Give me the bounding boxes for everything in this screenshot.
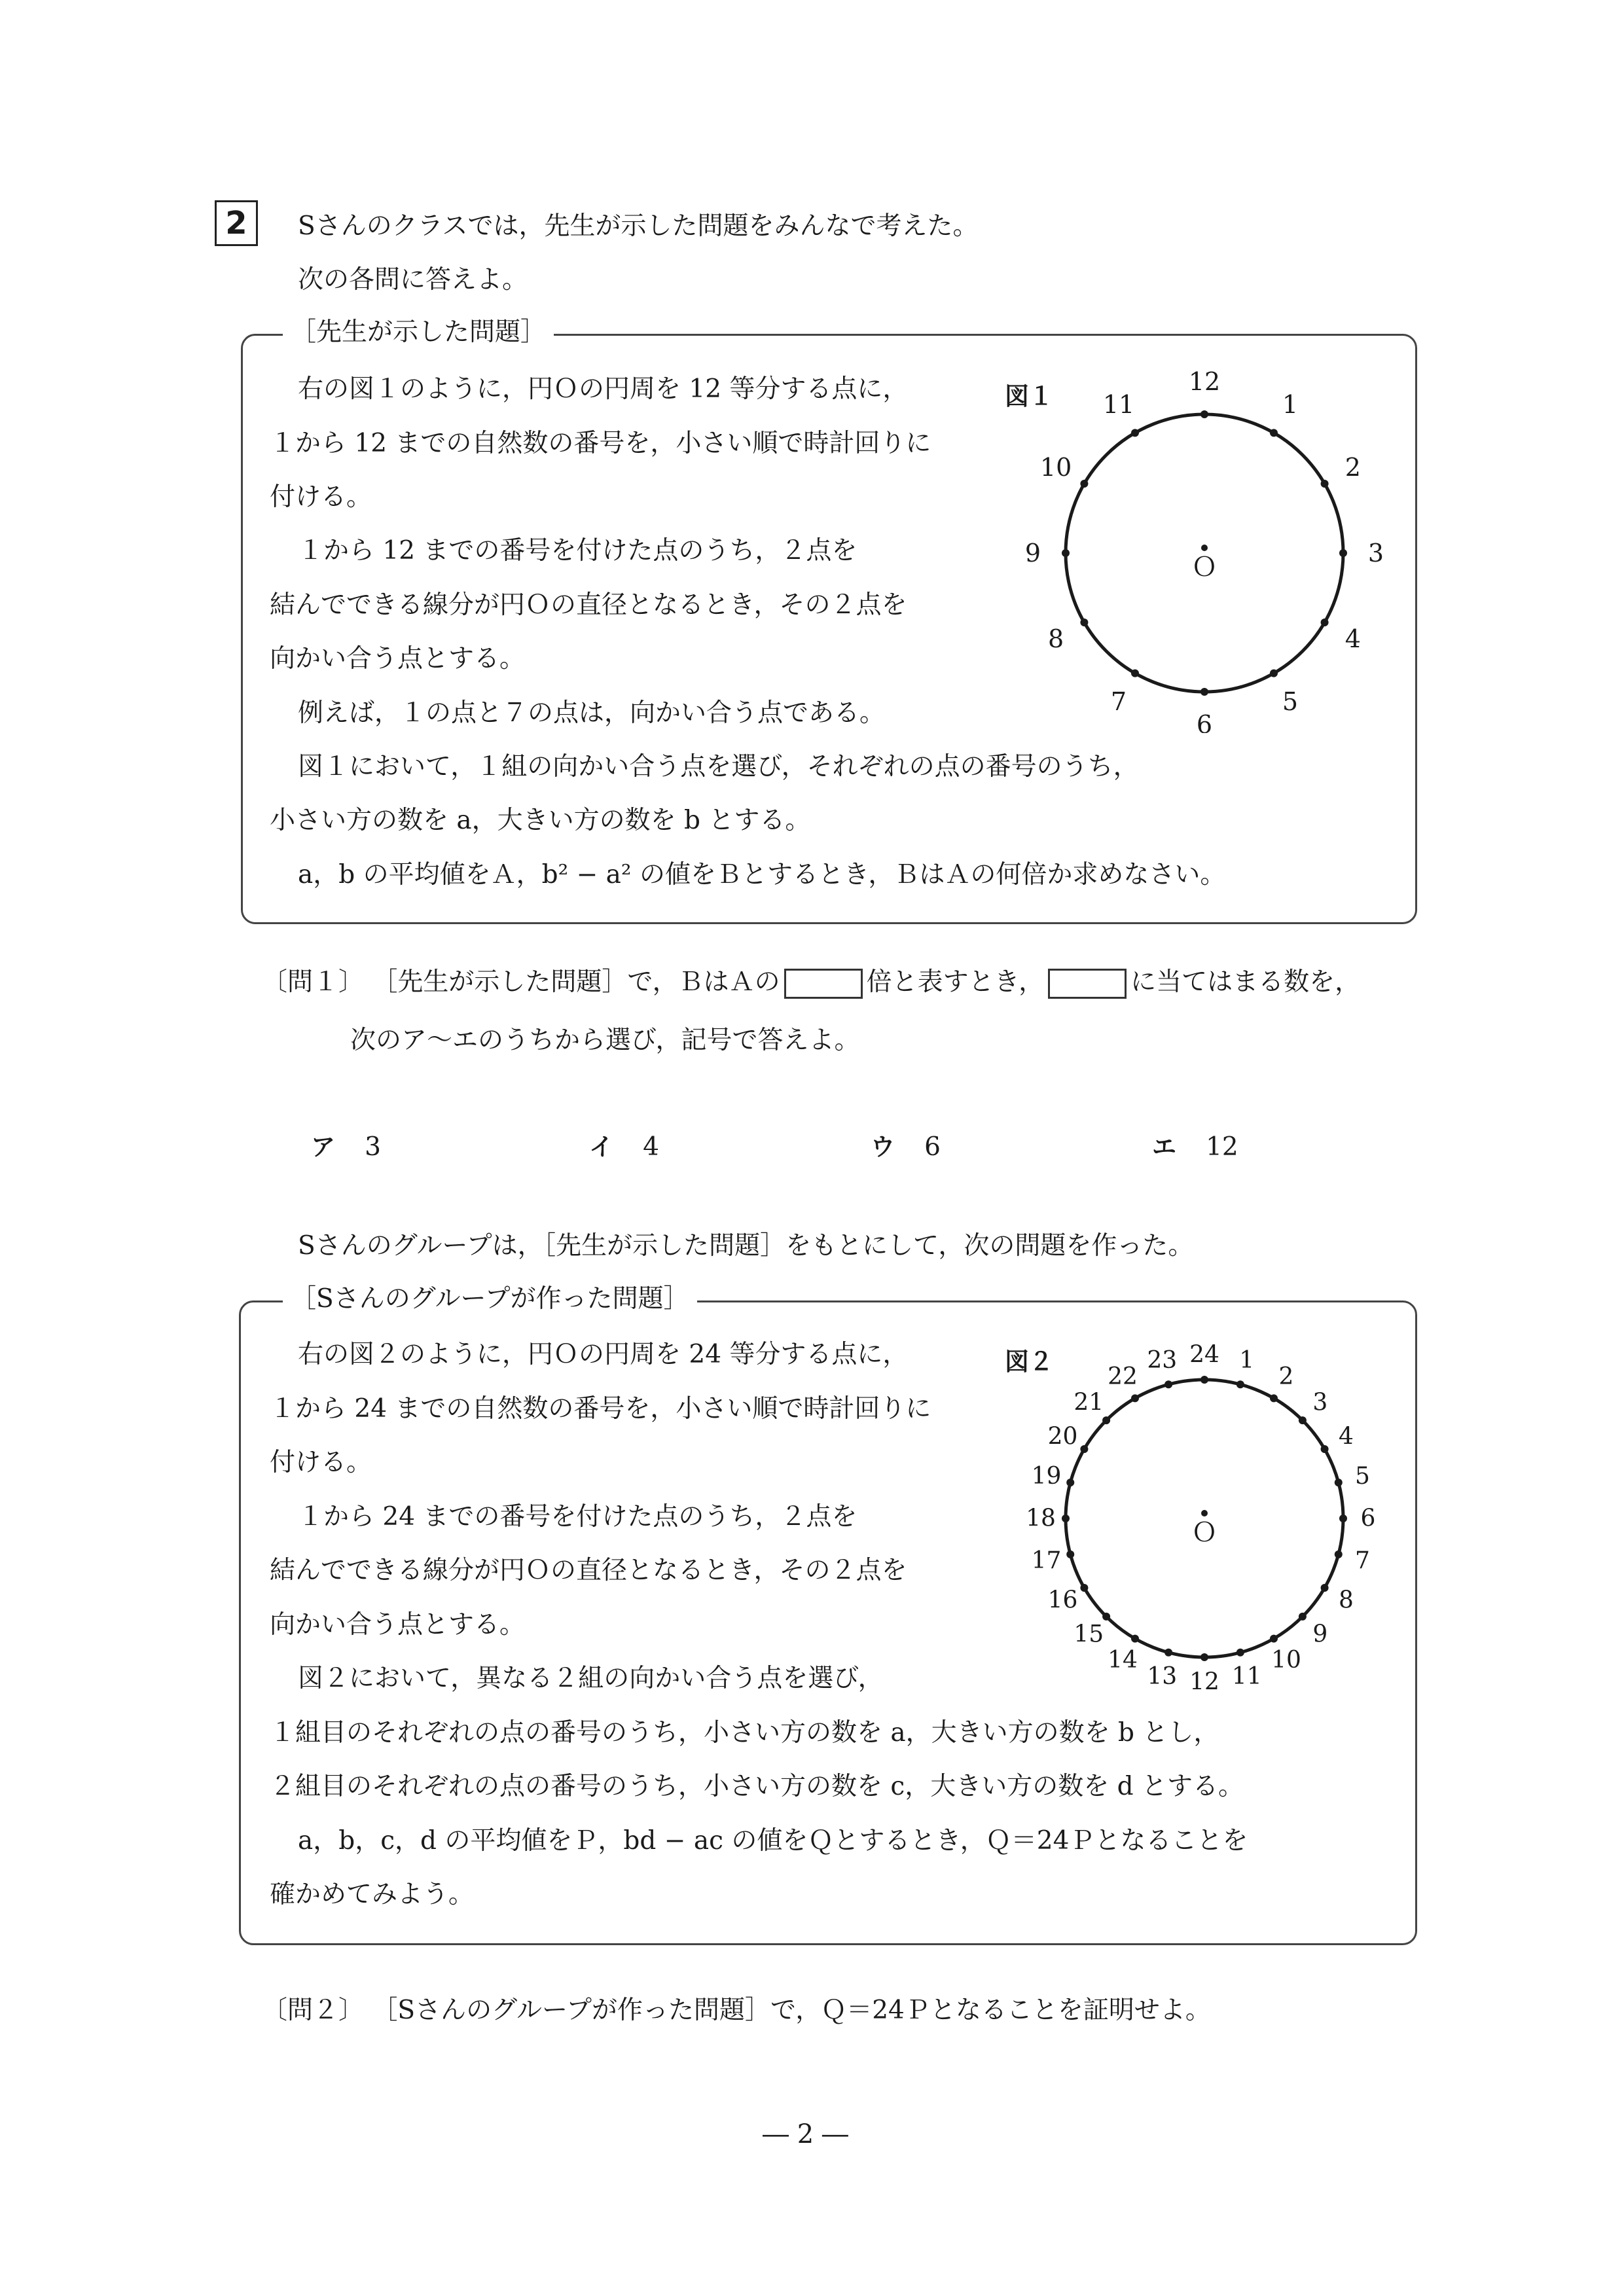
fig2-number-3: 3 [1312, 1389, 1328, 1416]
teacher-line-10: a，b の平均値をＡ，b² − a² の値をＢとするとき，ＢはＡの何倍か求めなさい。 [298, 860, 1226, 889]
fig2-point-23 [1164, 1380, 1172, 1388]
fig2-number-21: 21 [1074, 1389, 1104, 1416]
fig1-point-12 [1200, 410, 1208, 418]
fig2-center-dot [1201, 1510, 1208, 1516]
fig1-point-9 [1062, 549, 1070, 557]
figure-2-circle [1021, 1332, 1388, 1698]
fig1-point-6 [1200, 688, 1208, 696]
fig2-point-1 [1236, 1380, 1244, 1388]
choice-c-letter: ウ [871, 1133, 895, 1161]
group-line-3: 付ける。 [270, 1448, 372, 1477]
fig2-point-14 [1131, 1635, 1139, 1643]
q1-tag: 〔問１〕 [262, 967, 365, 997]
fig1-number-1: 1 [1282, 390, 1299, 420]
fig2-point-21 [1102, 1416, 1110, 1424]
fig2-number-6: 6 [1360, 1505, 1376, 1532]
choice-d-value: 12 [1206, 1132, 1238, 1162]
fig1-number-8: 8 [1048, 624, 1064, 653]
group-line-8: １組目のそれぞれの点の番号のうち，小さい方の数を a，大きい方の数を b とし， [270, 1718, 1219, 1748]
fig2-point-3 [1299, 1416, 1307, 1424]
group-line-6: 向かい合う点とする。 [270, 1610, 526, 1640]
teacher-line-9: 小さい方の数を a，大きい方の数を b とする。 [270, 806, 811, 835]
choice-a-letter: ア [311, 1133, 335, 1161]
group-line-7: 図２において，異なる２組の向かい合う点を選び， [298, 1664, 884, 1693]
figure-2-label: 図２ [1005, 1348, 1053, 1376]
figure-1-label: 図１ [1005, 382, 1053, 410]
fig2-number-19: 19 [1031, 1462, 1062, 1490]
q2-tag: 〔問２〕 [262, 1996, 365, 2025]
fig2-number-18: 18 [1026, 1505, 1056, 1532]
fig2-number-1: 1 [1239, 1347, 1255, 1374]
q2-text: ［Sさんのグループが作った問題］で，Ｑ＝24Ｐとなることを証明せよ。 [372, 1996, 1211, 2025]
fig2-number-8: 8 [1339, 1587, 1354, 1614]
q1-text-b: 倍と表すとき， [866, 967, 1045, 997]
q1-blank-1 [784, 969, 863, 999]
choice-b [589, 1127, 659, 1162]
fig2-number-15: 15 [1074, 1621, 1104, 1648]
fig1-point-10 [1080, 480, 1088, 488]
fig2-number-5: 5 [1355, 1462, 1370, 1490]
fig1-number-3: 3 [1367, 539, 1384, 567]
fig2-point-7 [1335, 1551, 1343, 1558]
fig2-number-4: 4 [1339, 1423, 1354, 1450]
group-line-10: a，b，c，d の平均値をＰ，bd − ac の値をＱとするとき，Ｑ＝24Ｐとなることを [298, 1826, 1248, 1856]
fig2-point-18 [1062, 1515, 1070, 1522]
fig2-number-22: 22 [1108, 1363, 1138, 1390]
teacher-line-1: 右の図１のように，円Ｏの円周を 12 等分する点に， [298, 374, 909, 404]
fig2-number-9: 9 [1312, 1621, 1328, 1648]
choice-a [311, 1127, 381, 1162]
group-line-4: １から 24 までの番号を付けた点のうち，２点を [298, 1502, 857, 1532]
fig2-point-5 [1335, 1479, 1343, 1486]
fig1-point-1 [1270, 429, 1278, 437]
teacher-line-7: 例えば，１の点と７の点は，向かい合う点である。 [298, 698, 886, 728]
fig1-number-11: 11 [1102, 390, 1135, 420]
q1-line-1 [262, 967, 1360, 999]
fig2-point-6 [1339, 1515, 1347, 1522]
teacher-line-5: 結んでできる線分が円Ｏの直径となるとき，その２点を [270, 590, 907, 620]
fig2-number-2: 2 [1278, 1363, 1294, 1390]
fig1-number-2: 2 [1344, 453, 1361, 482]
fig1-point-8 [1080, 619, 1088, 626]
q1-blank-2 [1048, 969, 1127, 999]
fig2-point-16 [1080, 1584, 1088, 1592]
fig1-center-label: Ｏ [1191, 552, 1218, 583]
group-line-9: ２組目のそれぞれの点の番号のうち，小さい方の数を c，大きい方の数を d とする。 [270, 1772, 1244, 1801]
choice-d [1152, 1127, 1238, 1162]
q1-text-c: に当てはまる数を， [1130, 967, 1361, 997]
fig2-point-8 [1321, 1584, 1329, 1592]
choice-a-value: 3 [365, 1132, 381, 1162]
fig2-center-label: Ｏ [1191, 1518, 1218, 1548]
fig2-point-4 [1321, 1445, 1329, 1453]
group-intro: Sさんのグループは，［先生が示した問題］をもとにして，次の問題を作った。 [298, 1231, 1194, 1261]
fig1-number-10: 10 [1039, 453, 1072, 482]
group-line-2: １から 24 までの自然数の番号を，小さい順で時計回りに [270, 1394, 931, 1424]
fig1-number-4: 4 [1344, 624, 1361, 653]
fig2-number-13: 13 [1147, 1662, 1178, 1690]
fig1-number-9: 9 [1024, 539, 1041, 567]
page-number: ― 2 ― [763, 2119, 848, 2149]
fig1-number-5: 5 [1282, 687, 1299, 716]
fig2-number-20: 20 [1047, 1423, 1078, 1450]
fig2-number-7: 7 [1355, 1547, 1370, 1575]
choice-d-letter: エ [1152, 1133, 1176, 1161]
intro-line-2: 次の各問に答えよ。 [298, 265, 528, 295]
fig2-number-14: 14 [1108, 1647, 1138, 1674]
fig2-point-24 [1200, 1376, 1208, 1384]
fig1-point-2 [1321, 480, 1329, 488]
fig2-point-20 [1080, 1445, 1088, 1453]
fig2-number-11: 11 [1231, 1662, 1262, 1690]
fig1-point-3 [1339, 549, 1347, 557]
teacher-line-3: 付ける。 [270, 482, 372, 512]
teacher-problem-label: ［先生が示した問題］ [283, 319, 554, 345]
fig2-point-17 [1066, 1551, 1074, 1558]
fig2-number-16: 16 [1047, 1587, 1078, 1614]
fig2-point-15 [1102, 1613, 1110, 1621]
choice-c [871, 1127, 941, 1162]
fig2-number-24: 24 [1189, 1341, 1219, 1369]
fig2-point-13 [1164, 1649, 1172, 1657]
fig1-center-dot [1201, 545, 1208, 551]
fig2-number-10: 10 [1271, 1647, 1301, 1674]
fig1-point-11 [1131, 429, 1139, 437]
group-problem-label: ［Sさんのグループが作った問題］ [283, 1286, 697, 1312]
fig1-point-7 [1131, 670, 1139, 677]
fig2-number-17: 17 [1031, 1547, 1062, 1575]
group-line-1: 右の図２のように，円Ｏの円周を 24 等分する点に， [298, 1340, 909, 1369]
fig2-point-10 [1270, 1635, 1278, 1643]
intro-line-1: Sさんのクラスでは，先生が示した問題をみんなで考えた。 [298, 211, 979, 241]
q1-text-a: ［先生が示した問題］で，ＢはＡの [372, 967, 780, 997]
choice-b-value: 4 [643, 1132, 659, 1162]
teacher-line-6: 向かい合う点とする。 [270, 644, 526, 673]
fig1-point-4 [1321, 619, 1329, 626]
teacher-line-8: 図１において，１組の向かい合う点を選び，それぞれの点の番号のうち， [298, 752, 1139, 781]
fig2-point-19 [1066, 1479, 1074, 1486]
teacher-line-4: １から 12 までの番号を付けた点のうち，２点を [298, 536, 857, 565]
q1-line-2: 次のア〜エのうちから選び，記号で答えよ。 [350, 1026, 860, 1055]
choice-c-value: 6 [924, 1132, 941, 1162]
figure-1-circle [1021, 367, 1388, 733]
teacher-line-2: １から 12 までの自然数の番号を，小さい順で時計回りに [270, 429, 931, 458]
question-number: 2 [215, 200, 258, 246]
group-line-5: 結んでできる線分が円Ｏの直径となるとき，その２点を [270, 1556, 907, 1585]
fig2-point-11 [1236, 1649, 1244, 1657]
fig2-point-2 [1270, 1394, 1278, 1402]
fig2-number-23: 23 [1147, 1347, 1178, 1374]
fig1-number-6: 6 [1196, 710, 1213, 733]
fig1-point-5 [1270, 670, 1278, 677]
choice-b-letter: イ [589, 1133, 613, 1161]
fig2-point-22 [1131, 1394, 1139, 1402]
fig2-number-12: 12 [1189, 1668, 1219, 1696]
fig2-point-12 [1200, 1653, 1208, 1661]
fig2-point-9 [1299, 1613, 1307, 1621]
q2-line [262, 1998, 1211, 2023]
fig1-number-12: 12 [1188, 367, 1221, 396]
fig1-number-7: 7 [1110, 687, 1127, 716]
group-line-11: 確かめてみよう。 [270, 1880, 475, 1909]
